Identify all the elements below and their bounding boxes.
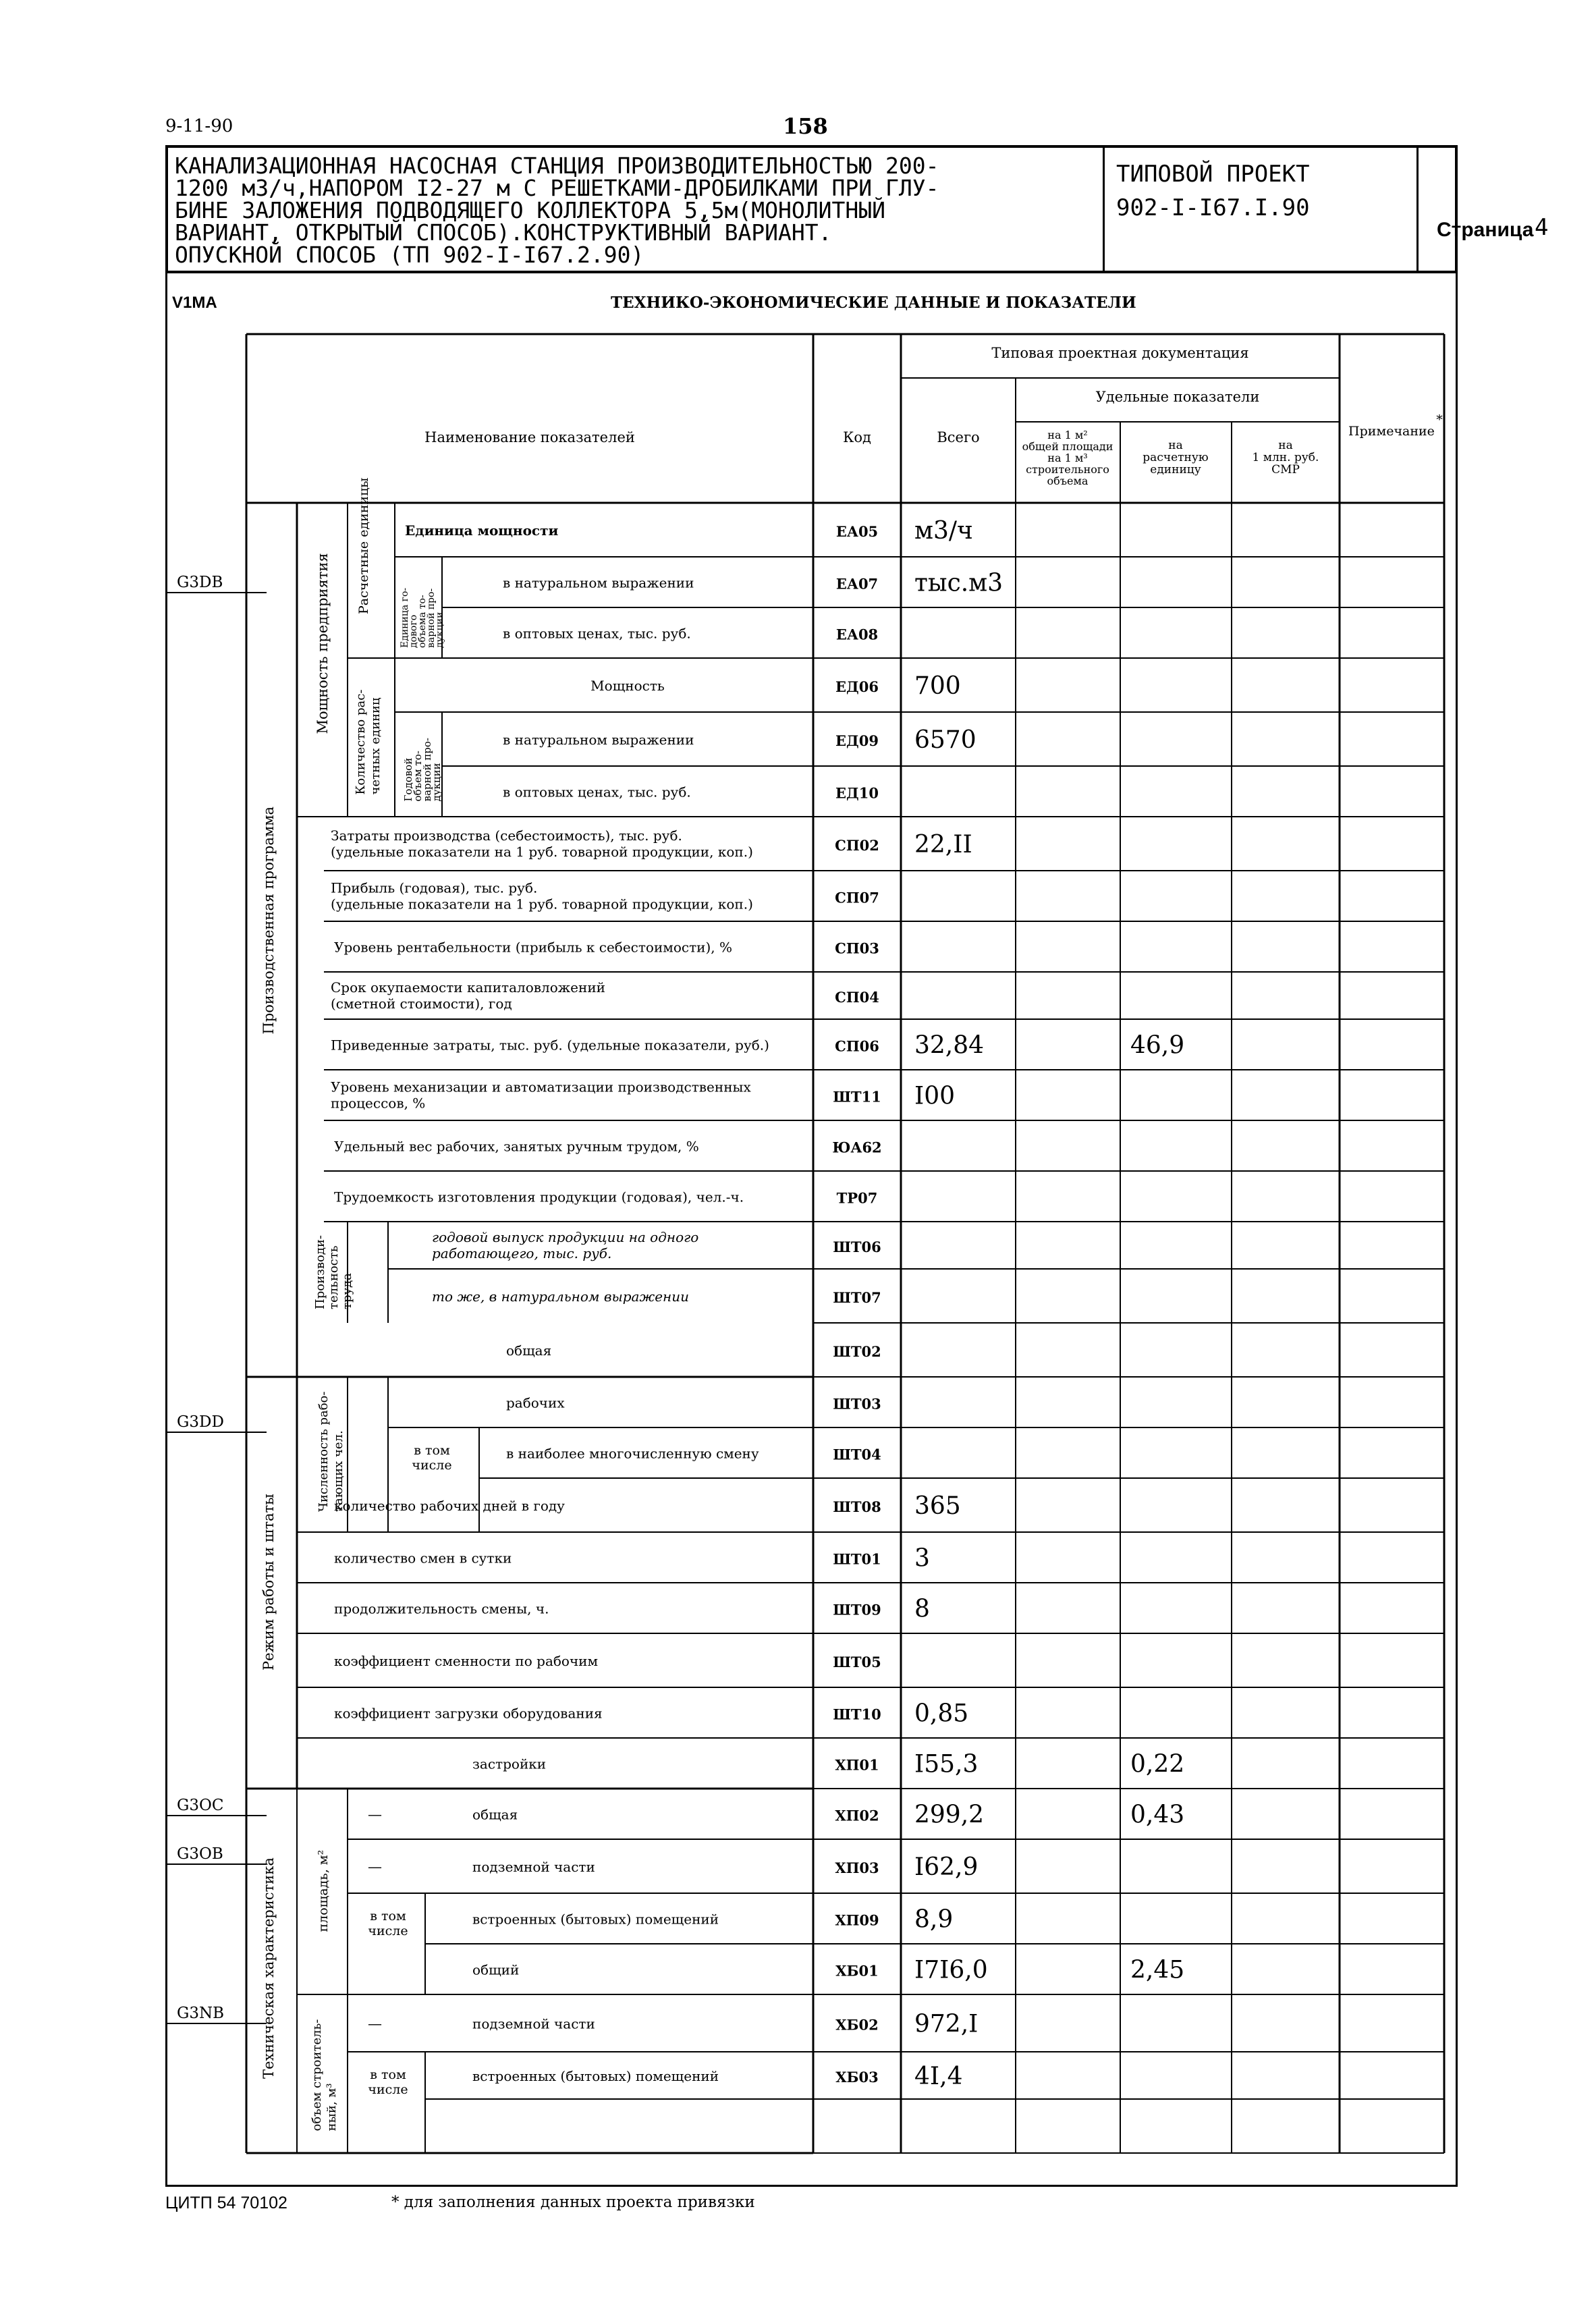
- row-code: ШТ09: [833, 1601, 881, 1618]
- row-total: 365: [914, 1492, 961, 1520]
- row-total: м3/ч: [914, 517, 973, 545]
- column-header-per-mln: на: [1278, 439, 1293, 452]
- in-total-label: в том: [370, 1909, 406, 1924]
- column-header-per-m2: объема: [1047, 474, 1089, 487]
- row-code: ШТ03: [833, 1395, 881, 1413]
- group-unit-output: варной про-: [426, 588, 437, 648]
- row-code: ХБ03: [835, 2069, 879, 2086]
- row-name: застройки: [472, 1756, 547, 1772]
- row-name: подземной части: [472, 2015, 595, 2032]
- row-code: ХП09: [835, 1911, 879, 1929]
- in-total-label: в том: [370, 2067, 406, 2082]
- row-per-unit: 0,43: [1130, 1801, 1185, 1829]
- row-total: тыс.м3: [914, 569, 1003, 597]
- row-name: Уровень рентабельности (прибыль к себестоимости), %: [334, 939, 733, 956]
- in-total-label: числе: [412, 1458, 452, 1473]
- row-name: общий: [472, 1961, 520, 1978]
- row-name: процессов, %: [331, 1095, 426, 1112]
- row-name: подземной части: [472, 1859, 595, 1875]
- column-header-name: Наименование показателей: [424, 429, 635, 445]
- row-name: встроенных (бытовых) помещений: [472, 1911, 719, 1928]
- form-code: V1MA: [172, 294, 217, 312]
- group-labor-productivity: тельность: [327, 1245, 341, 1309]
- column-header-per-unit: на: [1168, 439, 1183, 452]
- row-total: 8: [914, 1595, 930, 1623]
- row-code: ШТ02: [833, 1343, 881, 1360]
- row-code: ЕА05: [835, 523, 879, 540]
- page-value: 4: [1535, 214, 1549, 241]
- row-name: Удельный вес рабочих, занятых ручным трудом, %: [334, 1138, 699, 1155]
- row-code: ХБ01: [835, 1962, 879, 1980]
- row-code: ТР07: [836, 1189, 878, 1207]
- row-code: СП07: [835, 889, 879, 906]
- row-name: в оптовых ценах, тыс. руб.: [503, 784, 691, 800]
- row-total: 972,I: [914, 2010, 979, 2038]
- row-total: I7I6,0: [914, 1956, 988, 1984]
- in-total-label: числе: [368, 1924, 408, 1938]
- row-name: Приведенные затраты, тыс. руб. (удельные показатели, руб.): [331, 1037, 769, 1054]
- row-name: (удельные показатели на 1 руб. товарной продукции, коп.): [331, 844, 753, 860]
- row-name: коэффициент загрузки оборудования: [334, 1705, 603, 1722]
- row-code: ШТ06: [833, 1239, 881, 1255]
- group-annual-output: варной про-: [421, 738, 433, 802]
- left-code-g3ob: G3OB: [177, 1845, 223, 1863]
- row-code: ЮА62: [832, 1139, 882, 1156]
- group-headcount: тающих чел.: [331, 1430, 346, 1512]
- in-total-label: в том: [414, 1443, 450, 1458]
- group-capacity: Мощность предприятия: [314, 553, 331, 734]
- group-unit-output: объема то-: [417, 595, 428, 648]
- row-name: (удельные показатели на 1 руб. товарной продукции, коп.): [331, 896, 753, 913]
- group-unit-output: Единица го-: [400, 587, 410, 648]
- row-name: Трудоемкость изготовления продукции (годовая), чел.-ч.: [334, 1189, 744, 1205]
- column-header-per-unit: расчетную: [1143, 451, 1209, 464]
- group-mode-staff: Режим работы и штаты: [260, 1494, 277, 1670]
- row-name: продолжительность смены, ч.: [334, 1600, 549, 1617]
- row-total: 299,2: [914, 1801, 985, 1829]
- row-name: Уровень механизации и автоматизации производственных: [331, 1079, 751, 1095]
- group-annual-output: объем то-: [412, 751, 424, 802]
- row-name: Затраты производства (себестоимость), тыс. руб.: [331, 827, 682, 844]
- row-total: 6570: [914, 726, 976, 754]
- left-code-g3dd: G3DD: [177, 1413, 224, 1431]
- column-header-note: Примечание: [1348, 424, 1435, 439]
- row-total: 700: [914, 672, 961, 700]
- group-count-units: четных единиц: [368, 697, 383, 795]
- column-header-code: Код: [843, 429, 871, 445]
- row-code: ЕД09: [835, 732, 879, 749]
- dash-marker: —: [368, 1859, 382, 1875]
- column-header-per-unit: единицу: [1150, 463, 1201, 477]
- row-name: (сметной стоимости), год: [331, 996, 512, 1012]
- row-code: ЕД06: [835, 678, 879, 695]
- row-per-unit: 2,45: [1130, 1956, 1185, 1984]
- group-calc-units: Расчетные единицы: [356, 477, 371, 614]
- group-annual-output: Годовой: [402, 757, 414, 802]
- column-header-per-m2: строительного: [1026, 463, 1109, 476]
- document-title: КАНАЛИЗАЦИОННАЯ НАСОСНАЯ СТАНЦИЯ ПРОИЗВОДИТЕЛЬНОСТЬЮ 200- 1200 м3/ч,НАПОРОМ I2-27 м С РЕШЕТКАМИ-ДРОБИЛКАМИ ПРИ ГЛУ- БИНЕ ЗАЛОЖЕНИЯ ПОДВОДЯЩЕГО КОЛЛЕКТОРА 5,5м(МОНОЛИТНЫЙ ВАРИАНТ, ОТКРЫТЫЙ СПОСОБ).КОНСТРУКТИВНЫЙ ВАРИАНТ. ОПУСКНОЙ СПОСОБ (ТП 902-I-I67.2.90): [175, 153, 939, 268]
- group-volume: объем строитель-: [310, 2019, 324, 2131]
- column-header-typical-docs: Типовая проектная документация: [991, 345, 1249, 361]
- row-code: ШТ04: [833, 1446, 881, 1463]
- group-annual-output: дукции: [431, 763, 443, 802]
- document-date: 9-11-90: [165, 116, 233, 136]
- row-name: в оптовых ценах, тыс. руб.: [503, 625, 691, 642]
- row-per-unit: 46,9: [1130, 1031, 1185, 1060]
- row-name: общая: [472, 1806, 518, 1823]
- row-name: работающего, тыс. руб.: [432, 1245, 612, 1261]
- row-name: коэффициент сменности по рабочим: [334, 1653, 599, 1669]
- project-label: ТИПОВОЙ ПРОЕКТ 902-I-I67.I.90: [1116, 161, 1310, 221]
- group-headcount: Численность рабо-: [317, 1391, 331, 1512]
- row-name: общая: [506, 1342, 552, 1359]
- row-name: то же, в натуральном выражении: [432, 1288, 689, 1305]
- row-name: Мощность: [590, 678, 665, 694]
- page-label: Страница: [1437, 219, 1534, 241]
- group-volume: ный, м³: [325, 2083, 339, 2131]
- row-total: I62,9: [914, 1853, 979, 1881]
- row-name: встроенных (бытовых) помещений: [472, 2068, 719, 2084]
- row-code: ХП01: [835, 1756, 879, 1774]
- left-code-g3db: G3DB: [177, 574, 223, 591]
- row-code: ШТ07: [833, 1289, 881, 1306]
- left-code-g3nb: G3NB: [177, 2005, 225, 2022]
- row-per-unit: 0,22: [1130, 1750, 1185, 1778]
- row-code: ХБ02: [835, 2016, 879, 2034]
- row-code: ХП03: [835, 1859, 879, 1876]
- row-name: количество смен в сутки: [334, 1550, 512, 1567]
- row-name: количество рабочих дней в году: [334, 1498, 565, 1514]
- row-code: ЕА08: [835, 626, 879, 643]
- row-name: в наиболее многочисленную смену: [506, 1445, 759, 1462]
- row-total: 32,84: [914, 1031, 985, 1060]
- dash-marker: —: [368, 2015, 382, 2032]
- row-code: ШТ11: [833, 1088, 881, 1106]
- column-header-specific: Удельные показатели: [1095, 389, 1260, 405]
- row-name: в натуральном выражении: [503, 732, 694, 748]
- group-tech: Техническая характеристика: [260, 1857, 277, 2079]
- column-header-note-star: *: [1436, 412, 1443, 427]
- row-name: Прибыль (годовая), тыс. руб.: [331, 879, 538, 896]
- row-code: ЕА07: [835, 575, 879, 593]
- row-code: СП03: [835, 940, 879, 957]
- row-code: ШТ08: [833, 1498, 881, 1515]
- column-header-per-mln: 1 млн. руб.: [1252, 451, 1319, 464]
- row-name: Единица мощности: [405, 522, 559, 539]
- group-production-program: Производственная программа: [260, 806, 277, 1035]
- row-code: ШТ10: [833, 1706, 881, 1723]
- row-name: рабочих: [506, 1394, 565, 1411]
- group-area: площадь, м²: [316, 1849, 331, 1932]
- section-title: ТЕХНИКО-ЭКОНОМИЧЕСКИЕ ДАННЫЕ И ПОКАЗАТЕЛИ: [611, 294, 1136, 312]
- row-name: в натуральном выражении: [503, 574, 694, 591]
- row-code: ЕД10: [835, 784, 879, 802]
- footer-note: * для заполнения данных проекта привязки: [391, 2194, 755, 2211]
- group-unit-output: дового: [408, 614, 419, 648]
- page-number: 158: [783, 113, 828, 139]
- left-code-g3oc: G3OC: [177, 1797, 224, 1814]
- group-unit-output: дукции: [435, 611, 445, 648]
- footer-code: ЦИТП 54 70102: [165, 2194, 287, 2212]
- column-header-total: Всего: [937, 429, 980, 445]
- row-total: 8,9: [914, 1905, 954, 1934]
- row-code: ХП02: [835, 1807, 879, 1824]
- group-labor-productivity: труда: [340, 1273, 354, 1309]
- row-name: Срок окупаемости капиталовложений: [331, 979, 606, 996]
- row-total: I55,3: [914, 1750, 979, 1778]
- column-header-per-m2: общей площади: [1022, 440, 1113, 453]
- row-code: СП06: [835, 1037, 879, 1055]
- group-count-units: Количество рас-: [354, 689, 368, 795]
- row-name: годовой выпуск продукции на одного: [432, 1229, 699, 1245]
- group-labor-productivity: Производи-: [313, 1234, 327, 1309]
- row-code: СП02: [835, 837, 879, 854]
- row-total: 0,85: [914, 1699, 969, 1728]
- row-code: ШТ01: [833, 1550, 881, 1568]
- row-total: I00: [914, 1082, 956, 1110]
- column-header-per-m2: на 1 м²: [1047, 429, 1088, 441]
- column-header-per-m2: на 1 м³: [1047, 452, 1088, 464]
- row-total: 3: [914, 1544, 930, 1573]
- row-total: 4I,4: [914, 2063, 963, 2090]
- column-header-per-mln: СМР: [1271, 463, 1300, 477]
- dash-marker: —: [368, 1806, 382, 1823]
- row-total: 22,II: [914, 831, 972, 859]
- row-code: ШТ05: [833, 1654, 881, 1670]
- row-code: СП04: [835, 989, 879, 1006]
- in-total-label: числе: [368, 2082, 408, 2097]
